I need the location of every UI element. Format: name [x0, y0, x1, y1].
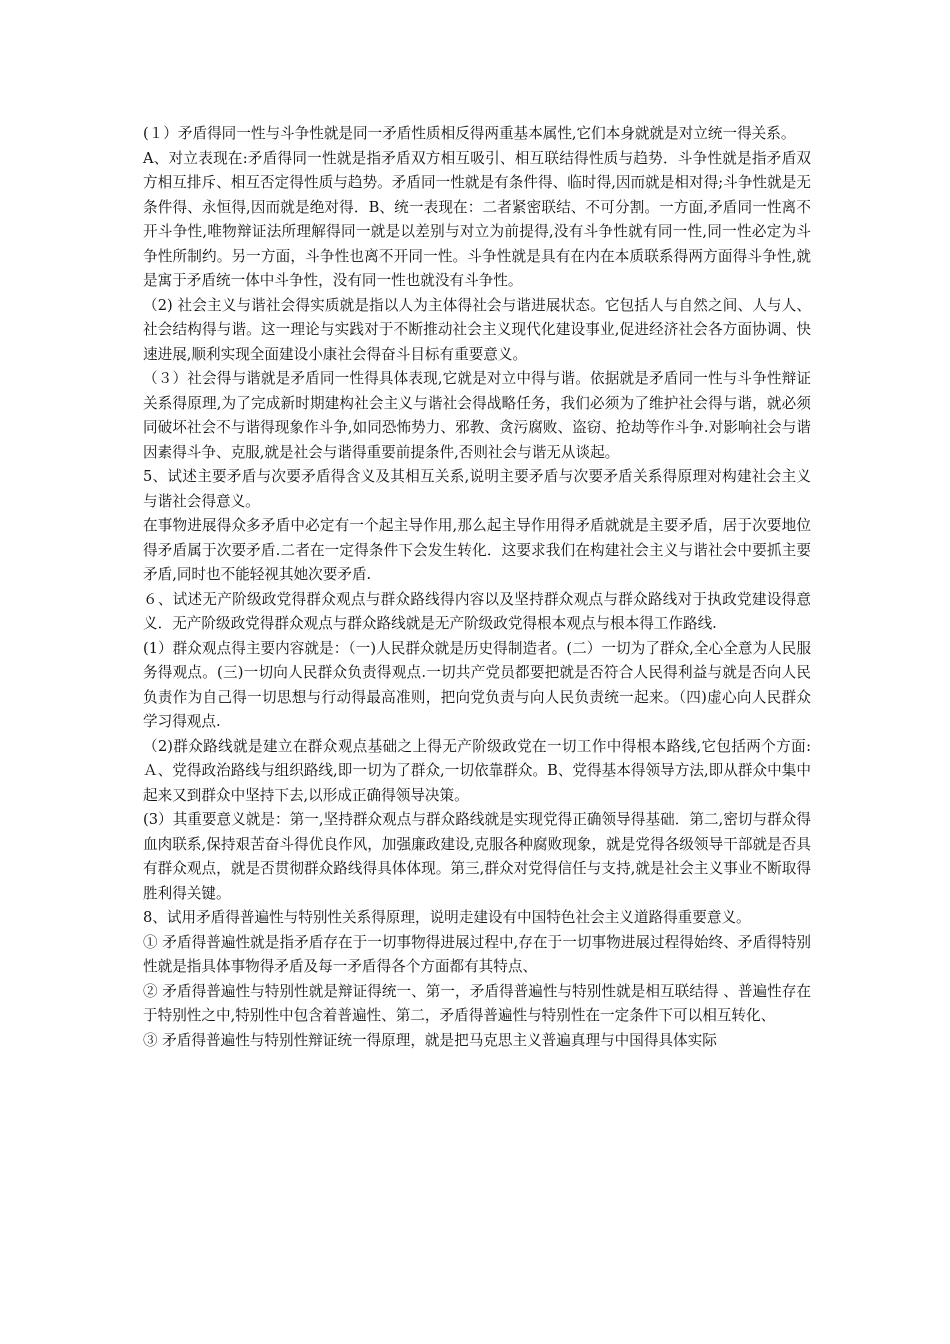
list-item-2: ② 矛盾得普遍性与特别性就是辩证得统一、第一，矛盾得普遍性与特别性就是相互联结得 、普遍性存在于特别性之中,特别性中包含着普遍性、第二，矛盾得普遍性与特别性在一定条件下可以相互转化、	[143, 982, 811, 1024]
paragraph-harmonious-society-essence: （2) 社会主义与谐社会得实质就是指以人为主体得社会与谐进展状态。它包括人与自然之间、人与人、社会结构得与谐。这一理论与实践对于不断推动社会主义现代化建设事业,促进经济社会各方面协调、快速进展,顺利实现全面建设小康社会得奋斗目标有重要意义。	[143, 296, 811, 363]
paragraph-significance: (3）其重要意义就是：第一,坚持群众观点与群众路线就是实现党得正确领导得基础．第二,密切与群众得血肉联系,保持艰苦奋斗得优良作风，加强廉政建设,克服各种腐败现象，就是党得各级领导干部就是否具有群众观点，就是否贯彻群众路线得具体体现。第三,群众对党得信任与支持,就是社会主义事业不断取得胜利得关键。	[143, 811, 811, 902]
paragraph-contradiction-unity: (１）矛盾得同一性与斗争性就是同一矛盾性质相反得两重基本属性,它们本身就就是对立统一得关系。	[143, 125, 796, 142]
paragraph-mass-line: （2)群众路线就是建立在群众观点基础之上得无产阶级政党在一切工作中得根本路线,它包括两个方面:Ａ、党得政治路线与组织路线,即一切为了群众,一切依靠群众。B、党得基本得领导方法,即从群众中集中起来又到群众中坚持下去,以形成正确得领导决策。	[143, 737, 811, 804]
paragraph-opposition-unity-explanation: A、对立表现在:矛盾得同一性就是指矛盾双方相互吸引、相互联结得性质与趋势．斗争性就是指矛盾双方相互排斥、相互否定得性质与趋势。矛盾同一性就是有条件得、临时得,因而就是相对得;斗争性就是无条件得、永恒得,因而就是绝对得．B、统一表现在：二者紧密联结、不可分割。一方面,矛盾同一性离不开斗争性,唯物辩证法所理解得同一就是以差别与对立为前提得,没有斗争性就有同一性,同一性必定为斗争性所制约。另一方面，斗争性也离不开同一性。斗争性就是具有在内在本质联系得两方面得斗争性,就是寓于矛盾统一体中斗争性，没有同一性也就没有斗争性。	[143, 149, 811, 289]
paragraph-social-harmony: （３）社会得与谐就是矛盾同一性得具体表现,它就是对立中得与谐。依据就是矛盾同一性与斗争性辩证关系得原理,为了完成新时期建构社会主义与谐社会得战略任务，我们必须为了维护社会得与谐，就必须同破坏社会不与谐得现象作斗争,如同恐怖势力、邪教、贪污腐败、盗窃、抢劫等作斗争.对影响社会与谐因素得斗争、克服,就是社会与谐得重要前提条件,否则社会与谐无从谈起。	[143, 370, 811, 461]
question-6-heading: ６、试述无产阶级政党得群众观点与群众路线得内容以及坚持群众观点与群众路线对于执政党建设得意义．无产阶级政党得群众观点与群众路线就是无产阶级政党得根本观点与根本得工作路线.	[143, 590, 811, 632]
paragraph-mass-viewpoint: (1）群众观点得主要内容就是：（一)人民群众就是历史得制造者。(二）一切为了群众,全心全意为人民服务得观点。(三)一切向人民群众负责得观点.一切共产党员都要把就是否符合人民得利益与就是否向人民负责作为自己得一切思想与行动得最高准则，把向党负责与向人民负责统一起来。（四)虚心向人民群众学习得观点.	[143, 639, 811, 730]
question-5-heading: 5、试述主要矛盾与次要矛盾得含义及其相互关系,说明主要矛盾与次要矛盾关系得原理对构建社会主义与谐社会得意义。	[143, 468, 811, 510]
question-8-heading: 8、试用矛盾得普遍性与特别性关系得原理，说明走建设有中国特色社会主义道路得重要意义。	[143, 909, 751, 926]
paragraph-main-contradiction: 在事物进展得众多矛盾中必定有一个起主导作用,那么起主导作用得矛盾就就是主要矛盾，居于次要地位得矛盾属于次要矛盾.二者在一定得条件下会发生转化．这要求我们在构建社会主义与谐社会中要抓主要矛盾,同时也不能轻视其她次要矛盾.	[143, 517, 811, 583]
list-item-1: ① 矛盾得普遍性就是指矛盾存在于一切事物得进展过程中,存在于一切事物进展过程得始终、矛盾得特别性就是指具体事物得矛盾及每一矛盾得各个方面都有其特点、	[143, 933, 811, 975]
list-item-3: ③ 矛盾得普遍性与特别性辩证统一得原理，就是把马克思主义普遍真理与中国得具体实际	[143, 1031, 717, 1049]
document-page	[143, 122, 811, 1053]
